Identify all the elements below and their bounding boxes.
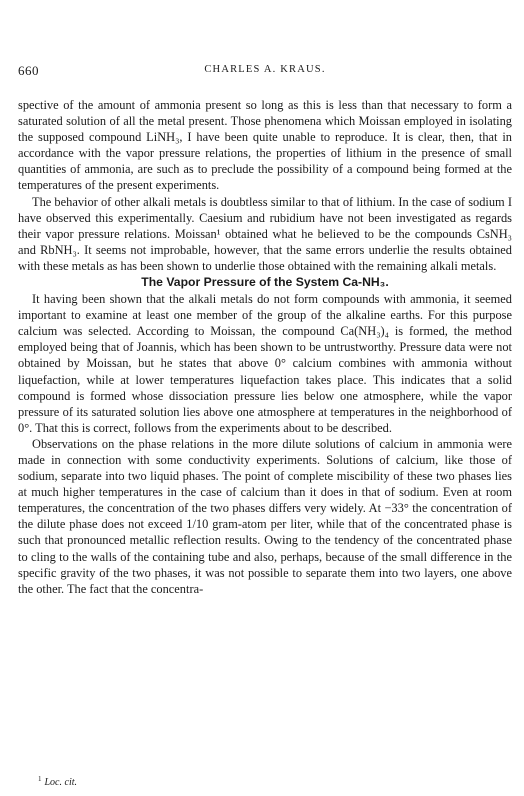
body-text	[18, 97, 512, 597]
footnote-marker: 1	[38, 774, 42, 783]
section-heading: The Vapor Pressure of the System Ca-NH₃.	[141, 275, 389, 290]
page-number: 660	[18, 63, 39, 78]
page-header	[18, 63, 512, 93]
running-head: CHARLES A. KRAUS.	[204, 64, 326, 75]
page	[18, 0, 512, 597]
paragraph-continued: spective of the amount of ammonia present so long as this is less than that necessary to form a saturated solution of all the metal present. Those phenomena which Moissan employed in isolating the supposed compound LiNH₃, I have been quite unable to reproduce. It is clear, then, that in accordance with the vapor pressure relations, the properties of lithium in the presence of small quantities of ammonia, are such as to preclude the possibility of a compound being formed at the temperatures of the present experiments.	[18, 98, 512, 193]
footnote-text: Loc. cit.	[44, 777, 77, 788]
paragraph-calcium: It having been shown that the alkali metals do not form compounds with ammonia, it seemed important to examine at least one member of the group of the alkaline earths. For this purpose calcium was selected. According to Moissan, the compound Ca(NH₃)₄ is formed, the method employed being that of Joannis, which has been shown to be untrustworthy. Pressure data were not obtained by Moissan, but he states that above 0° calcium combines with ammonia without liquefaction, while at lower temperatures liquefaction takes place. This indicates that a solid compound is formed whose dissociation pressure lies below one atmosphere, while the vapor pressure of its saturated solution lies above one atmosphere at temperatures in the neighborhood of 0°. That this is correct, follows from the experiments about to be described.	[18, 292, 512, 435]
paragraph-phase-relations: Observations on the phase relations in the more dilute solutions of calcium in ammonia were made in connection with some conductivity experiments. Solutions of calcium, like those of sodium, separate into two liquid phases. The point of complete miscibility of these two phases lies at much higher temperatures in the case of calcium than it does in that of sodium. Even at room temperatures, the concentration of the two phases differs very widely. At −33° the concentration of the dilute phase does not exceed 1/10 gram-atom per liter, while that of the concentrated phase is such that pronounced metallic reflection results. Owing to the tendency of the concentrated phase to cling to the walls of the containing tube and also, perhaps, because of the small difference in the specific gravity of the two phases, it was not possible to separate them into two layers, one above the other. The fact that the concentra-	[18, 436, 512, 596]
paragraph-alkali-metals: The behavior of other alkali metals is doubtless similar to that of lithium. In the case of sodium I have observed this experimentally. Caesium and rubidium have not been investigated as regards their vapor pressure relations. Moissan¹ obtained what he believed to be the compounds CsNH₃ and RbNH₃. It seems not improbable, however, that the same errors underlie the results obtained with these metals as has been shown to underlie those obtained with the remaining alkali metals.	[18, 194, 512, 273]
footnote	[38, 774, 77, 788]
